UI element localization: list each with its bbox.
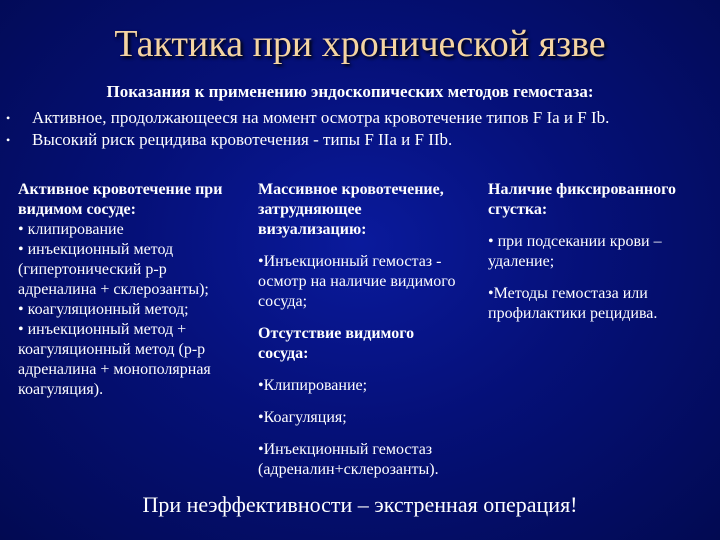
column-heading-line: визуализацию:: [258, 221, 367, 238]
bullet-text: Активное, продолжающееся на момент осмотра кровотечение типов F Ia и F Ib.: [32, 108, 610, 127]
column-text-line: • при подсекании крови –: [488, 233, 662, 250]
column-text-line: (адреналин+склерозанты).: [258, 461, 439, 478]
bullet-item: [6, 130, 453, 150]
column-text-line: профилактики рецидива.: [488, 305, 658, 322]
bullet-text: Высокий риск рецидива кровотечения - типы F IIa и F IIb.: [32, 130, 453, 149]
column-text-line: •Методы гемостаза или: [488, 285, 648, 302]
column-text-line: • коагуляционный метод;: [18, 301, 189, 318]
column-heading-line: сгустка:: [488, 201, 548, 218]
column-fixed-clot: [488, 180, 714, 324]
column-heading-line: сосуда:: [258, 345, 309, 362]
column-text-line: коагуляционный метод (р-р: [18, 341, 206, 358]
slide-footer: При неэффективности – экстренная операция!: [142, 492, 578, 517]
column-text-line: •Инъекционный гемостаз: [258, 441, 433, 458]
column-heading-line: Массивное кровотечение,: [258, 181, 444, 198]
column-heading-line: видимом сосуде:: [18, 201, 136, 218]
column-text-line: • клипирование: [18, 221, 124, 238]
column-massive-bleeding: [258, 180, 480, 480]
column-text-line: •Коагуляция;: [258, 409, 347, 426]
column-heading-line: затрудняющее: [258, 201, 362, 218]
column-text-line: осмотр на наличие видимого: [258, 273, 456, 290]
slide-title: Тактика при хронической язве: [114, 23, 606, 65]
bullet-dot-icon: •: [6, 111, 11, 125]
bullet-dot-icon: •: [6, 133, 11, 147]
column-heading-line: Наличие фиксированного: [488, 181, 676, 198]
column-text-line: удаление;: [488, 253, 555, 270]
column-text-line: адреналина + склерозанты);: [18, 281, 209, 298]
column-text-line: коагуляция).: [18, 381, 104, 398]
column-text-line: (гипертонический р-р: [18, 261, 167, 278]
column-text-line: • инъекционный метод: [18, 241, 174, 258]
slide-subtitle: Показания к применению эндоскопических методов гемостаза:: [106, 82, 594, 101]
column-text-line: сосуда;: [258, 293, 308, 310]
column-text-line: •Инъекционный гемостаз -: [258, 253, 442, 270]
column-heading-line: Отсутствие видимого: [258, 325, 415, 342]
column-active-bleeding: [18, 180, 254, 400]
column-text-line: •Клипирование;: [258, 377, 368, 394]
column-text-line: • инъекционный метод +: [18, 321, 187, 338]
column-text-line: адреналина + монополярная: [18, 361, 211, 378]
column-heading-line: Активное кровотечение при: [18, 181, 223, 198]
bullet-item: [6, 108, 610, 128]
